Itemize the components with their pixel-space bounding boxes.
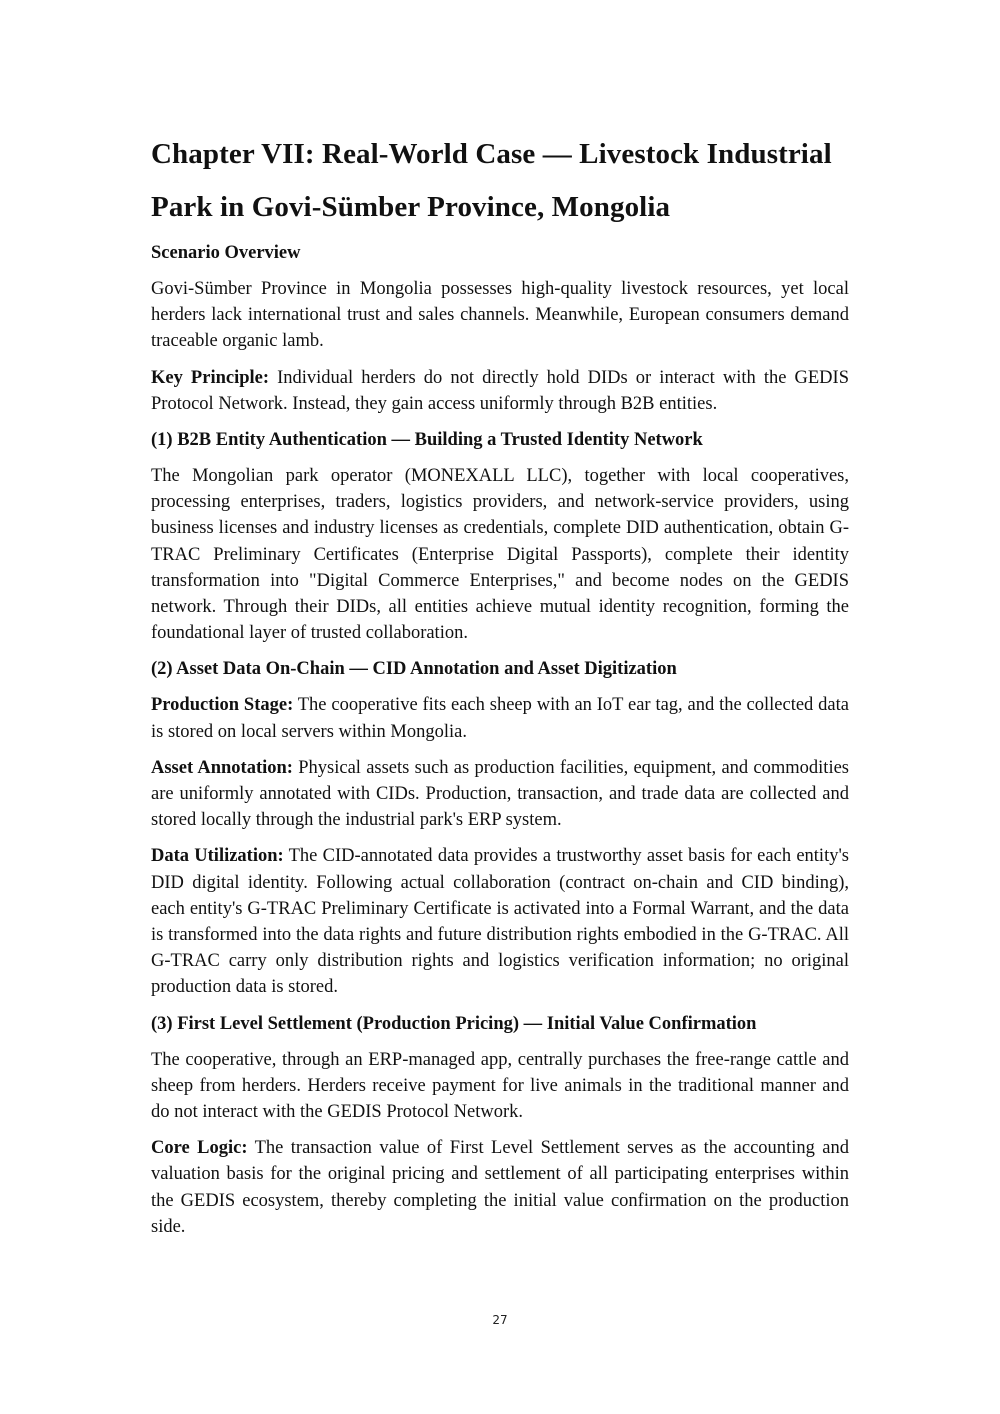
asset-annotation-lead: Asset Annotation:	[151, 757, 293, 778]
production-stage-lead: Production Stage:	[151, 695, 294, 716]
section-1-heading: (1) B2B Entity Authentication — Building a Trusted Identity Network	[151, 430, 703, 451]
section-1-paragraph: The Mongolian park operator (MONEXALL LLC), together with local cooperatives, processing enterprises, traders, logistics providers, and network-service providers, using business licenses and industry licenses as credentials, complete DID authentication, obtain G-TRAC Preliminary Certificates (Enterprise Digital Passports), complete their identity transformation into "Digital Commerce Enterprises," and become nodes on the GEDIS network. Through their DIDs, all entities achieve mutual identity recognition, forming the foundational layer of trusted collaboration.	[151, 466, 849, 644]
page-content	[151, 128, 849, 1250]
scenario-overview-heading: Scenario Overview	[151, 243, 301, 263]
asset-annotation-text: Physical assets such as production facilities, equipment, and commodities are uniformly annotated with CIDs. Production, transaction, and trade data are collected and stored locally through the industrial park's ERP system.	[151, 757, 849, 831]
section-3-heading: (3) First Level Settlement (Production Pricing) — Initial Value Confirmation	[151, 1013, 757, 1034]
chapter-title: Chapter VII: Real-World Case — Livestock Industrial Park in Govi-Sümber Province, Mongolia	[151, 138, 832, 223]
data-utilization-paragraph	[151, 843, 849, 1000]
section-3-paragraph: The cooperative, through an ERP-managed app, centrally purchases the free-range cattle and sheep from herders. Herders receive payment for live animals in the traditional manner and do not interact with the GEDIS Protocol Network.	[151, 1049, 849, 1123]
scenario-overview-paragraph: Govi-Sümber Province in Mongolia possesses high-quality livestock resources, yet local herders lack international trust and sales channels. Meanwhile, European consumers demand traceable organic lamb.	[151, 279, 849, 352]
page-number: 27	[492, 1313, 508, 1327]
section-2-heading: (2) Asset Data On-Chain — CID Annotation and Asset Digitization	[151, 659, 677, 680]
core-logic-paragraph	[151, 1135, 849, 1240]
production-stage-paragraph	[151, 692, 849, 744]
key-principle-lead: Key Principle:	[151, 367, 270, 388]
data-utilization-lead: Data Utilization:	[151, 846, 284, 867]
production-stage-text: The cooperative fits each sheep with an IoT ear tag, and the collected data is stored on local servers within Mongolia.	[151, 695, 849, 742]
asset-annotation-paragraph	[151, 755, 849, 834]
core-logic-lead: Core Logic:	[151, 1138, 248, 1159]
key-principle-paragraph	[151, 365, 849, 417]
key-principle-text: Individual herders do not directly hold DIDs or interact with the GEDIS Protocol Network. Instead, they gain access uniformly through B2B entities.	[151, 367, 849, 414]
core-logic-text: The transaction value of First Level Settlement serves as the accounting and valuation basis for the original pricing and settlement of all participating enterprises within the GEDIS ecosystem, thereby completing the initial value confirmation on the production side.	[151, 1138, 849, 1237]
data-utilization-text: The CID-annotated data provides a trustworthy asset basis for each entity's DID digital identity. Following actual collaboration (contract on-chain and CID binding), each entity's G-TRAC Preliminary Certificate is activated into a Formal Warrant, and the data is transformed into the data rights and future distribution rights embodied in the G-TRAC. All G-TRAC carry only distribution rights and logistics verification information; no original production data is stored.	[151, 846, 849, 998]
